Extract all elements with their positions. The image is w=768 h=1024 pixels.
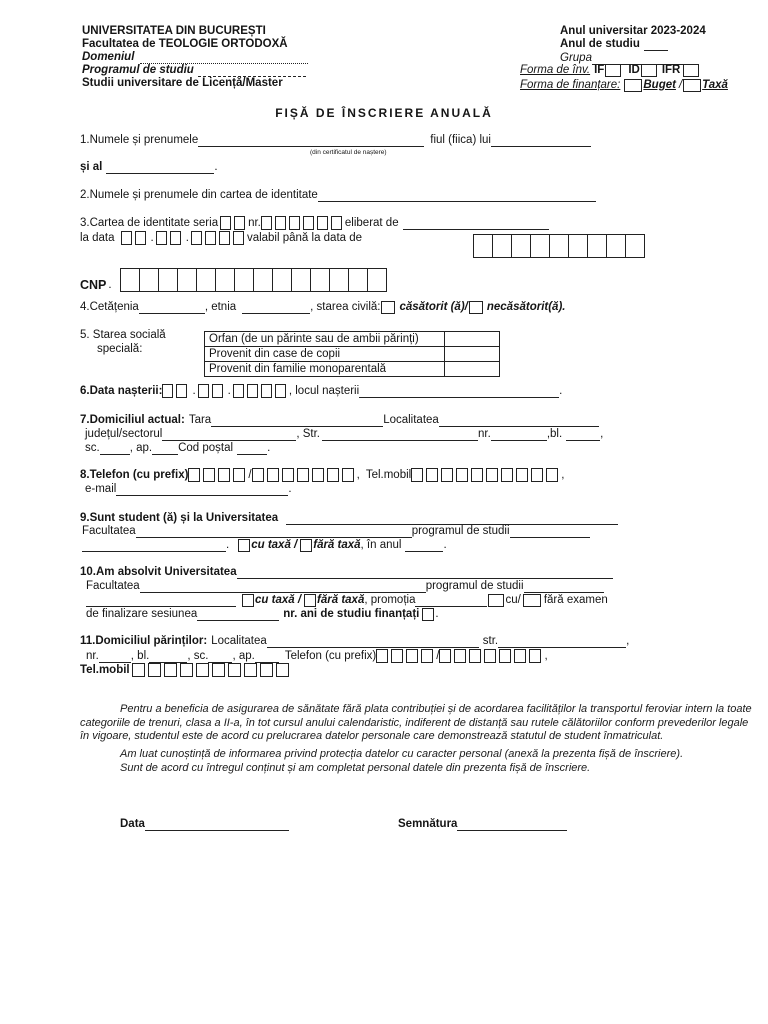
parents-staircase-label: , sc. (187, 649, 209, 662)
form-ifr-checkbox[interactable] (683, 64, 699, 77)
locality-field[interactable] (439, 416, 599, 427)
social-status-label-2: specială: (97, 343, 143, 355)
field-7-row (80, 414, 599, 427)
other-year-field[interactable] (405, 541, 443, 552)
funding-fee-checkbox[interactable] (683, 79, 701, 92)
postal-code-label: Cod poștal (178, 442, 234, 454)
birth-date-boxes[interactable]: . . (162, 384, 288, 398)
birth-date-label: 6.Data nașterii: (80, 384, 163, 397)
funding-label: Forma de finanțare: (520, 79, 621, 91)
other-university-field[interactable] (286, 514, 618, 525)
social-status-option: Provenit din case de copii (205, 347, 445, 362)
other-program-label: programul de studii (411, 525, 510, 537)
email-label: e-mail (85, 483, 117, 495)
field-11c-row (80, 663, 292, 677)
study-level: Studii universitare de Licență/Master (82, 77, 283, 89)
graduation-year-label: , promoția (364, 594, 416, 606)
other-fee-checkbox[interactable] (238, 539, 250, 552)
apartment-label: , ap. (129, 442, 153, 454)
funded-years-label: nr. ani de studiu finanțați (283, 608, 420, 620)
study-form-row (520, 64, 700, 77)
staircase-field[interactable] (100, 444, 130, 455)
field-10c-row (86, 594, 608, 607)
parents-mobile-label: Tel.mobil (80, 663, 130, 676)
county-label: județul/sectorul (85, 428, 163, 440)
graduated-program-label: programul de studii (425, 580, 524, 592)
field-1-row (80, 134, 591, 147)
cnp-label: CNP (80, 277, 107, 292)
parents-locality-label: Localitatea (211, 635, 267, 647)
social-status-label: 5. Starea socială (80, 329, 166, 341)
without-exam-label: fără examen (543, 594, 608, 606)
field-1-label: 1.Numele și prenumele (80, 134, 199, 146)
county-field[interactable] (162, 430, 296, 441)
signature-label: Semnătura (398, 818, 458, 830)
signature-row (398, 818, 567, 831)
country-field[interactable] (211, 416, 383, 427)
field-11-row: 11.Domiciliul părinților: Localitatea str. , (80, 635, 630, 647)
graduated-program-field-2[interactable] (86, 596, 236, 607)
content-agreement: Sunt de acord cu întregul conținut și am completat personal datele din prezenta fișă de înscriere. (120, 762, 591, 774)
domain-label: Domeniul (82, 51, 135, 63)
street-number-field[interactable] (491, 430, 547, 441)
table-row (205, 347, 500, 362)
data-protection-consent: Am luat cunoștință de informarea privind protecția datelor cu caracter personal (anexă la prezenta fișă de înscriere). (120, 748, 684, 760)
parents-block-field[interactable] (149, 652, 187, 663)
funded-years-box[interactable] (422, 608, 434, 621)
form-id-checkbox[interactable] (641, 64, 657, 77)
with-exam-checkbox[interactable] (488, 594, 504, 607)
id-name-field[interactable] (318, 191, 596, 202)
field-3-label: 3.Cartea de identitate seria (80, 216, 219, 229)
field-9-row (80, 512, 618, 525)
full-name-field[interactable] (198, 136, 424, 147)
field-10-row (80, 566, 613, 579)
funding-budget-label: Buget (643, 79, 676, 91)
birth-place-field[interactable] (359, 387, 559, 398)
social-status-mark[interactable] (445, 362, 500, 377)
mother-name-field[interactable] (106, 163, 214, 174)
form-if-label: IF (594, 64, 605, 76)
id-number-boxes[interactable] (261, 216, 345, 230)
parents-staircase-field[interactable] (208, 652, 232, 663)
graduated-faculty-label: Facultatea (86, 580, 140, 592)
form-ifr-label: IFR (661, 64, 681, 76)
unmarried-label: necăsătorit(ă). (486, 301, 566, 313)
mobile-boxes[interactable] (411, 468, 561, 482)
field-3-row (80, 216, 549, 230)
field-9c-row: . cu taxă / fără taxă , în anul . (82, 539, 447, 552)
academic-year: Anul universitar 2023-2024 (560, 25, 706, 37)
country-label: Tara (188, 414, 212, 426)
other-nofee-label: fără taxă (313, 539, 361, 551)
parents-phone-boxes[interactable]: / (376, 649, 544, 663)
parents-street-label: str. (482, 635, 499, 647)
field-9b-row (82, 525, 590, 538)
staircase-label: sc. (85, 442, 100, 454)
issue-date-label: la data (80, 231, 115, 244)
graduated-university-label: 10.Am absolvit Universitatea (80, 566, 237, 578)
issue-date-boxes[interactable]: . . (121, 231, 247, 245)
street-field[interactable] (322, 430, 478, 441)
street-label: , Str. (296, 428, 321, 440)
id-number-label: nr. (248, 216, 261, 229)
block-label: ,bl. (546, 428, 563, 440)
parents-street-field[interactable] (498, 637, 626, 648)
son-of-label: fiul (fiica) lui (430, 134, 491, 146)
parents-address-label: 11.Domiciliul părinților: (80, 635, 208, 647)
study-year-field[interactable] (644, 40, 668, 51)
postal-code-field[interactable] (237, 444, 267, 455)
parents-apartment-label: , ap. (232, 649, 255, 662)
birth-place-label: , locul nașterii (288, 384, 360, 397)
other-faculty-field[interactable] (136, 527, 412, 538)
form-title: FIȘĂ DE ÎNSCRIERE ANUALĂ (275, 106, 493, 120)
other-program-field-2[interactable] (82, 541, 226, 552)
faculty-name: Facultatea de TEOLOGIE ORTODOXĂ (82, 38, 288, 50)
date-field[interactable] (145, 820, 289, 831)
issued-by-field[interactable] (403, 219, 549, 230)
mobile-label: Tel.mobil (365, 468, 412, 481)
parents-mobile-boxes[interactable] (132, 663, 292, 677)
field-1b-row: și al . (80, 161, 218, 173)
ethnicity-field[interactable] (242, 303, 310, 314)
form-id-label: ID (628, 64, 640, 76)
phone-label: 8.Telefon (cu prefix) (80, 468, 189, 481)
field-7b-row: județul/sectorul , Str. nr. ,bl. , (85, 428, 604, 440)
field-2-label: 2.Numele și prenumele din cartea de identitate (80, 189, 318, 201)
and-of-label: și al (80, 161, 103, 173)
cnp-row: CNP . (80, 268, 386, 292)
social-status-mark[interactable] (445, 347, 500, 362)
civil-status-label: , starea civilă: (310, 301, 381, 313)
block-field[interactable] (566, 430, 600, 441)
date-label: Data (120, 818, 145, 830)
field-2-row (80, 189, 596, 202)
exam-session-label: de finalizare sesiunea (86, 608, 198, 620)
field-4-row (80, 301, 565, 314)
graduated-fee-checkbox[interactable] (242, 594, 254, 607)
graduated-faculty-field[interactable] (140, 582, 426, 593)
birth-certificate-note: (din certificatul de naștere) (310, 149, 387, 156)
funding-fee-label: Taxă (702, 79, 728, 91)
study-year-label: Anul de studiu (560, 38, 640, 50)
health-transport-consent: Pentru a beneficia de asigurarea de sănătate fără plata contribuției și de acordarea facilităților la transportul feroviar intern la toate categoriile de trenuri, clasa a II-a, în tot cursul anului calendaristic, indiferent de distanță sau rutele călătoriilor conform prevederilor legale în vigoare, studentul este de acord cu prelucrarea datelor personale care demonstrează statutul de student înmatriculat. (80, 703, 752, 742)
program-label: Programul de studiu (82, 64, 194, 76)
graduated-program-field[interactable] (524, 582, 604, 593)
with-exam-label: cu/ (505, 594, 521, 606)
other-nofee-checkbox[interactable] (300, 539, 312, 552)
other-program-field[interactable] (510, 527, 590, 538)
study-form-label: Forma de înv. (520, 64, 591, 76)
valid-until-label: valabil până la data de (246, 231, 363, 244)
valid-until-boxes[interactable] (473, 234, 644, 258)
university-name: UNIVERSITATEA DIN BUCUREȘTI (82, 25, 266, 37)
domain-row (82, 51, 308, 64)
exam-session-field[interactable] (197, 610, 279, 621)
apartment-field[interactable] (152, 444, 178, 455)
field-10b-row (86, 580, 604, 593)
table-row (205, 332, 500, 347)
ethnicity-label: , etnia (204, 301, 237, 313)
parents-locality-field[interactable] (267, 637, 479, 648)
field-8b-row: e-mail . (85, 483, 292, 495)
parents-apartment-field[interactable] (255, 652, 279, 663)
study-year-row (560, 38, 668, 51)
social-status-option: Provenit din familie monoparentală (205, 362, 445, 377)
program-field[interactable] (198, 66, 306, 77)
field-8-row: 8.Telefon (cu prefix) / , Tel.mobil , (80, 468, 565, 481)
field-10d-row: de finalizare sesiunea nr. ani de studiu finanțați . (86, 608, 439, 620)
address-label: 7.Domiciliul actual: (80, 414, 185, 426)
parents-number-field[interactable] (99, 652, 131, 663)
graduated-fee-label: cu taxă / (255, 594, 302, 606)
phone-boxes[interactable]: / (188, 468, 356, 482)
field-3b-row (80, 231, 362, 245)
citizenship-label: 4.Cetățenia (80, 301, 139, 313)
graduation-year-field[interactable] (415, 596, 487, 607)
graduated-nofee-label: fără taxă (317, 594, 365, 606)
social-status-table (204, 331, 500, 377)
signature-field[interactable] (457, 820, 567, 831)
field-7c-row: sc. , ap. Cod poștal . (85, 442, 271, 454)
program-row (82, 64, 306, 77)
other-faculty-label: Facultatea (82, 525, 136, 537)
group-label: Grupa (560, 52, 592, 64)
other-year-label: , în anul (360, 539, 402, 551)
citizenship-field[interactable] (139, 303, 205, 314)
married-checkbox[interactable] (381, 301, 395, 314)
domain-field[interactable] (140, 53, 308, 64)
form-if-checkbox[interactable] (605, 64, 621, 77)
other-university-label: 9.Sunt student (ă) și la Universitatea (80, 512, 279, 524)
graduated-nofee-checkbox[interactable] (304, 594, 316, 607)
father-name-field[interactable] (491, 136, 591, 147)
other-fee-label: cu taxă / (251, 539, 298, 551)
married-label: căsătorit (ă)/ (399, 301, 468, 313)
date-row (120, 818, 289, 831)
funding-budget-checkbox[interactable] (624, 79, 642, 92)
unmarried-checkbox[interactable] (469, 301, 483, 314)
funding-row: Forma de finanțare: Buget / Taxă (520, 79, 728, 91)
social-status-mark[interactable] (445, 332, 500, 347)
field-11b-row: nr. , bl. , sc. , ap. Telefon (cu prefix) / , (86, 649, 548, 662)
email-field[interactable] (116, 485, 288, 496)
graduated-university-field[interactable] (237, 568, 613, 579)
field-6-row: 6.Data nașterii: . . , locul nașterii . (80, 384, 563, 397)
without-exam-checkbox[interactable] (523, 594, 541, 607)
parents-phone-label: Telefon (cu prefix) (284, 649, 377, 662)
issued-by-label: eliberat de (344, 216, 399, 229)
parents-block-label: , bl. (130, 649, 150, 662)
cnp-boxes[interactable] (120, 268, 386, 292)
locality-label: Localitatea (383, 414, 439, 426)
table-row (205, 362, 500, 377)
street-number-label: nr. (478, 428, 491, 440)
social-status-option: Orfan (de un părinte sau de ambii părinți) (205, 332, 445, 347)
parents-number-label: nr. (86, 649, 99, 662)
